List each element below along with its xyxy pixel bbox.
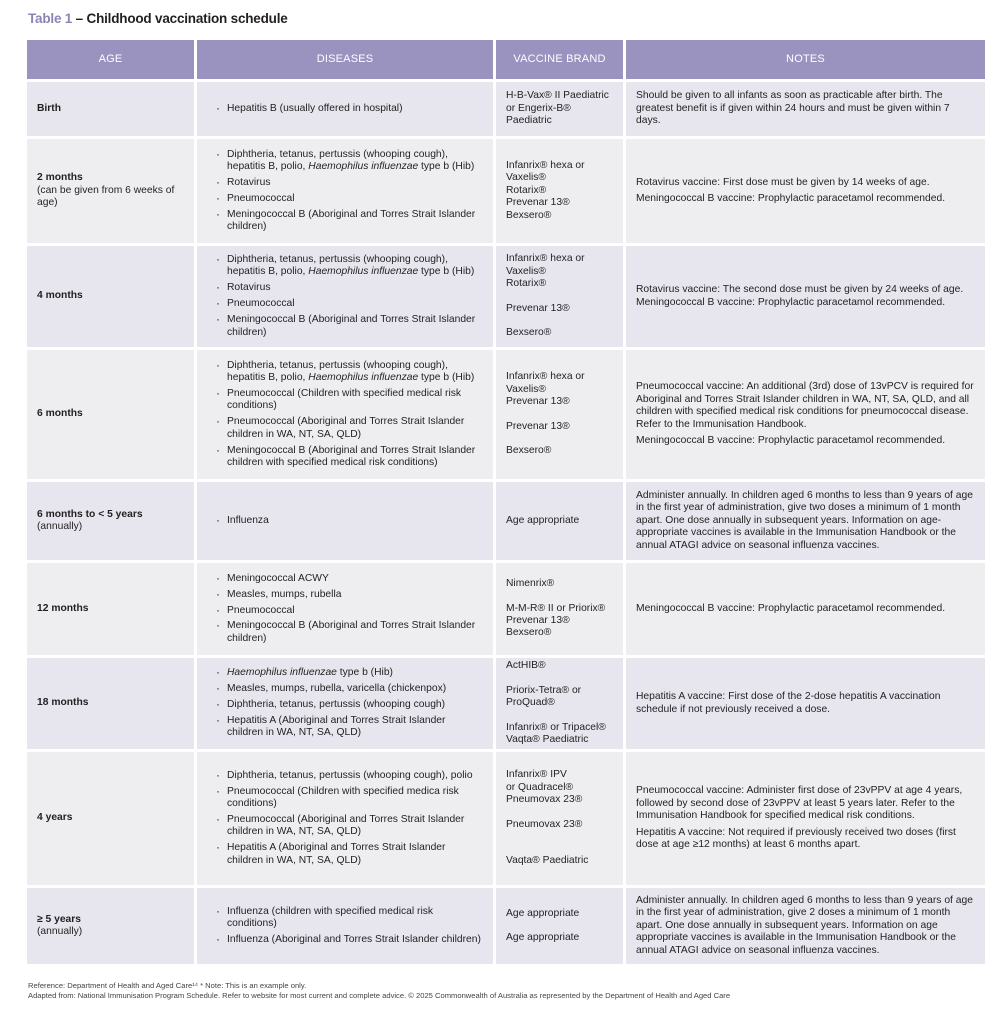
disease-item: · Meningococcal B (Aboriginal and Torres Strait Islander children)	[217, 314, 483, 339]
age-label: 18 months	[37, 697, 89, 709]
vaccine-brand: Vaxelis®	[506, 265, 547, 277]
vaccine-brand: Infanrix® hexa or	[506, 371, 585, 383]
table-row	[27, 482, 985, 560]
vaccine-brand: Age appropriate	[506, 514, 580, 526]
age-label: 4 months	[37, 290, 83, 302]
disease-item: · Meningococcal B (Aboriginal and Torres Strait Islander children)	[217, 620, 483, 645]
diseases-list	[207, 770, 483, 867]
note-text: Rotavirus vaccine: The second dose must be given by 24 weeks of age. Meningococcal B vaccine: Prophylactic paracetamol recommended.	[636, 284, 964, 308]
brand-spacer	[506, 807, 613, 819]
diseases-cell	[197, 888, 493, 964]
disease-item: · Influenza (children with specified medical risk conditions)	[217, 906, 483, 931]
disease-item: · Haemophilus influenzae type b (Hib)	[217, 667, 483, 679]
diseases-cell	[197, 350, 493, 479]
vaccine-brand-cell	[496, 658, 623, 749]
italic-term: Haemophilus influenzae	[227, 667, 337, 679]
header-row	[27, 40, 985, 79]
vaccine-brand: Bexsero®	[506, 627, 552, 639]
table-row	[27, 888, 985, 964]
vaccine-brand-cell	[496, 482, 623, 560]
vaccine-brand: Prevenar 13®	[506, 420, 570, 432]
footer-reference: Reference: Department of Health and Aged Care¹⁴ * Note: This is an example only.	[28, 981, 307, 990]
vaccine-brand: Infanrix® hexa or	[506, 159, 585, 171]
table-body	[27, 82, 985, 964]
disease-item: · Influenza (Aboriginal and Torres Strait Islander children)	[217, 934, 483, 946]
diseases-list	[207, 906, 483, 947]
vaccine-brand-cell	[496, 752, 623, 885]
disease-item: · Rotavirus	[217, 282, 483, 294]
age-cell	[27, 658, 194, 749]
diseases-cell	[197, 658, 493, 749]
vaccine-brand: H-B-Vax® II Paediatric	[506, 90, 609, 102]
notes-cell	[626, 482, 985, 560]
vaccine-brand: Infanrix® or Tripacel®	[506, 721, 606, 733]
vaccine-brand: Vaqta® Paediatric	[506, 855, 589, 867]
vaccination-schedule-table	[24, 37, 988, 967]
age-cell	[27, 888, 194, 964]
disease-item: · Influenza	[217, 515, 483, 527]
note-text: Meningococcal B vaccine: Prophylactic paracetamol recommended.	[636, 602, 946, 614]
vaccine-brand: Rotarix®	[506, 184, 547, 196]
disease-item: · Diphtheria, tetanus, pertussis (whooping cough), hepatitis B, polio, Haemophilus influenzae type b (Hib)	[217, 360, 483, 385]
note-text: Administer annually. In children aged 6 months to less than 9 years of age in the first year of administration, give two doses a minimum of 1 month apart. One dose annually in subsequent years. Information on age-appropriate vaccines is available in the Immunisation Handbook or the annual ATAGI advice on seasonal influenza vaccines.	[636, 489, 973, 551]
age-cell	[27, 563, 194, 655]
age-cell	[27, 82, 194, 136]
notes-cell	[626, 563, 985, 655]
table-row	[27, 752, 985, 885]
disease-item: · Meningococcal B (Aboriginal and Torres Strait Islander children with specified medical risk conditions)	[217, 445, 483, 470]
diseases-list	[207, 360, 483, 470]
brand-spacer	[506, 673, 613, 685]
table-row	[27, 139, 985, 243]
brand-spacer	[506, 710, 613, 722]
disease-item: · Hepatitis A (Aboriginal and Torres Strait Islander children in WA, NT, SA, QLD)	[217, 715, 483, 740]
age-note: (annually)	[37, 926, 83, 937]
notes-cell	[626, 658, 985, 749]
age-label: 6 months to < 5 years	[37, 508, 143, 520]
disease-item: · Pneumococcal (Aboriginal and Torres Strait Islander children in WA, NT, SA, QLD)	[217, 814, 483, 839]
age-cell	[27, 246, 194, 347]
brand-spacer	[506, 433, 613, 445]
italic-term: Haemophilus influenzae	[308, 160, 419, 172]
age-label: 12 months	[37, 602, 89, 614]
table-row	[27, 82, 985, 136]
vaccine-brand: ProQuad®	[506, 697, 555, 709]
vaccine-brand-cell	[496, 246, 623, 347]
disease-item: · Pneumococcal	[217, 193, 483, 205]
footer-adapted: Adapted from: National Immunisation Program Schedule. Refer to website for most current and complete advice. © 2025 Commonwealth of Australia as represented by the Department of Health and Aged Care	[28, 991, 731, 1000]
note-text: Hepatitis A vaccine: Not required if previously received two doses (first dose at age ≥12 months) at least 6 months apart.	[636, 826, 956, 851]
vaccine-brand: or Engerix-B®	[506, 102, 571, 114]
age-cell	[27, 482, 194, 560]
vaccine-brand: Bexsero®	[506, 445, 552, 457]
brand-spacer	[506, 591, 613, 603]
disease-item: · Measles, mumps, rubella	[217, 589, 483, 601]
vaccine-brand: Prevenar 13®	[506, 302, 570, 314]
footer	[28, 981, 730, 1001]
header-notes: NOTES	[626, 40, 985, 79]
disease-item: · Diphtheria, tetanus, pertussis (whooping cough), polio	[217, 770, 483, 782]
disease-item: · Diphtheria, tetanus, pertussis (whooping cough), hepatitis B, polio, Haemophilus influenzae type b (Hib)	[217, 254, 483, 279]
italic-term: Haemophilus influenzae	[308, 372, 419, 384]
brand-spacer	[506, 831, 613, 843]
note-text: Meningococcal B vaccine: Prophylactic paracetamol recommended.	[636, 435, 946, 447]
vaccine-brand: Bexsero®	[506, 209, 552, 221]
age-cell	[27, 350, 194, 479]
age-note: (can be given from 6 weeks of age)	[37, 184, 175, 209]
table-title-text: – Childhood vaccination schedule	[72, 11, 288, 26]
brand-spacer	[506, 291, 613, 303]
note-text: Administer annually. In children aged 6 months to less than 9 years of age in the first year of administration, give 2 doses a minimum of 1 month apart. One dose annually in subsequent years. Information on age appropriate vaccines is available in the Immunisation Handbook or the annual ATAGI advice on seasonal influenza vaccines.	[636, 894, 973, 956]
disease-item: · Hepatitis A (Aboriginal and Torres Strait Islander children in WA, NT, SA, QLD)	[217, 842, 483, 867]
brand-spacer	[506, 409, 613, 421]
note-text: Pneumococcal vaccine: An additional (3rd) dose of 13vPCV is required for Aboriginal and Torres Strait Islander children in WA, NT, SA, QLD, and all children with specified medical risk conditions for pneumococcal disease. Refer to the Immunisation Handbook.	[636, 381, 974, 430]
notes-cell	[626, 139, 985, 243]
disease-item: · Meningococcal ACWY	[217, 573, 483, 585]
vaccine-brand: Bexsero®	[506, 327, 552, 339]
vaccine-brand: Vaqta® Paediatric	[506, 734, 589, 746]
brand-spacer	[506, 843, 613, 855]
age-note: (annually)	[37, 521, 83, 532]
diseases-cell	[197, 563, 493, 655]
note-text: Pneumococcal vaccine: Administer first dose of 23vPPV at age 4 years, followed by second dose of 23vPPV at least 5 years later. Refer to the Immunisation Handbook for specified medical risk conditions.	[636, 785, 963, 822]
diseases-cell	[197, 82, 493, 136]
vaccine-brand: Prevenar 13®	[506, 396, 570, 408]
table-title	[28, 11, 288, 26]
brand-spacer	[506, 315, 613, 327]
vaccine-brand: ActHIB®	[506, 660, 546, 672]
diseases-list	[207, 254, 483, 339]
vaccine-brand: Pneumovax 23®	[506, 818, 583, 830]
table-row	[27, 658, 985, 749]
notes-cell	[626, 752, 985, 885]
vaccine-brand: Priorix-Tetra® or	[506, 684, 582, 696]
notes-cell	[626, 350, 985, 479]
note-text: Hepatitis A vaccine: First dose of the 2-dose hepatitis A vaccination schedule if not previously received a dose.	[636, 691, 941, 715]
disease-item: · Hepatitis B (usually offered in hospital)	[217, 103, 483, 115]
vaccine-brand: Nimenrix®	[506, 578, 555, 590]
vaccine-brand: Infanrix® IPV	[506, 769, 567, 781]
vaccine-brand: Pneumovax 23®	[506, 794, 583, 806]
disease-item: · Pneumococcal	[217, 298, 483, 310]
diseases-cell	[197, 752, 493, 885]
disease-item: · Pneumococcal (Children with specified medical risk conditions)	[217, 388, 483, 413]
age-label: Birth	[37, 102, 62, 114]
vaccine-brand-cell	[496, 888, 623, 964]
diseases-list	[207, 573, 483, 646]
note-text: Should be given to all infants as soon as practicable after birth. The greatest benefit is if given within 24 hours and must be given within 7 days.	[636, 90, 950, 127]
disease-item: · Measles, mumps, rubella, varicella (chickenpox)	[217, 683, 483, 695]
diseases-list	[207, 667, 483, 740]
vaccine-brand: Age appropriate	[506, 932, 580, 943]
vaccine-brand: Infanrix® hexa or	[506, 253, 585, 265]
age-cell	[27, 139, 194, 243]
age-cell	[27, 752, 194, 885]
diseases-cell	[197, 482, 493, 560]
age-label: 2 months	[37, 172, 83, 184]
notes-cell	[626, 246, 985, 347]
diseases-cell	[197, 139, 493, 243]
disease-item: · Pneumococcal (Children with specified medica risk conditions)	[217, 786, 483, 811]
header-vaccine-brand: VACCINE BRAND	[496, 40, 623, 79]
table-row	[27, 350, 985, 479]
vaccine-brand: or Quadracel®	[506, 781, 574, 793]
diseases-list	[207, 515, 483, 527]
italic-term: Haemophilus influenzae	[308, 266, 419, 278]
vaccine-brand: Vaxelis®	[506, 172, 547, 184]
brand-spacer	[506, 920, 613, 932]
vaccine-brand: Prevenar 13®	[506, 197, 570, 209]
vaccine-brand: Paediatric	[506, 115, 552, 127]
vaccine-brand-cell	[496, 82, 623, 136]
disease-item: · Diphtheria, tetanus, pertussis (whooping cough)	[217, 699, 483, 711]
vaccine-brand: Age appropriate	[506, 907, 580, 919]
vaccine-brand: M-M-R® II or Priorix®	[506, 602, 606, 614]
diseases-list	[207, 149, 483, 234]
vaccine-brand-cell	[496, 563, 623, 655]
disease-item: · Pneumococcal	[217, 605, 483, 617]
disease-item: · Pneumococcal (Aboriginal and Torres Strait Islander children in WA, NT, SA, QLD)	[217, 416, 483, 441]
vaccine-brand: Vaxelis®	[506, 383, 547, 395]
notes-cell	[626, 82, 985, 136]
notes-cell	[626, 888, 985, 964]
vaccine-brand: Prevenar 13®	[506, 615, 570, 626]
note-text: Meningococcal B vaccine: Prophylactic paracetamol recommended.	[636, 193, 946, 204]
disease-item: · Rotavirus	[217, 177, 483, 189]
header-diseases: DISEASES	[197, 40, 493, 79]
table-label: Table 1	[28, 11, 73, 26]
table-row	[27, 246, 985, 347]
vaccine-brand: Rotarix®	[506, 278, 547, 290]
diseases-cell	[197, 246, 493, 347]
vaccine-brand-cell	[496, 350, 623, 479]
header-age: AGE	[27, 40, 194, 79]
disease-item: · Diphtheria, tetanus, pertussis (whooping cough), hepatitis B, polio, Haemophilus influenzae type b (Hib)	[217, 149, 483, 174]
note-text: Rotavirus vaccine: First dose must be given by 14 weeks of age.	[636, 176, 930, 188]
age-label: 6 months	[37, 408, 83, 420]
table-row	[27, 563, 985, 655]
disease-item: · Meningococcal B (Aboriginal and Torres Strait Islander children)	[217, 209, 483, 234]
age-label: ≥ 5 years	[37, 913, 82, 925]
diseases-list	[207, 103, 483, 115]
age-label: 4 years	[37, 812, 73, 824]
vaccine-brand-cell	[496, 139, 623, 243]
